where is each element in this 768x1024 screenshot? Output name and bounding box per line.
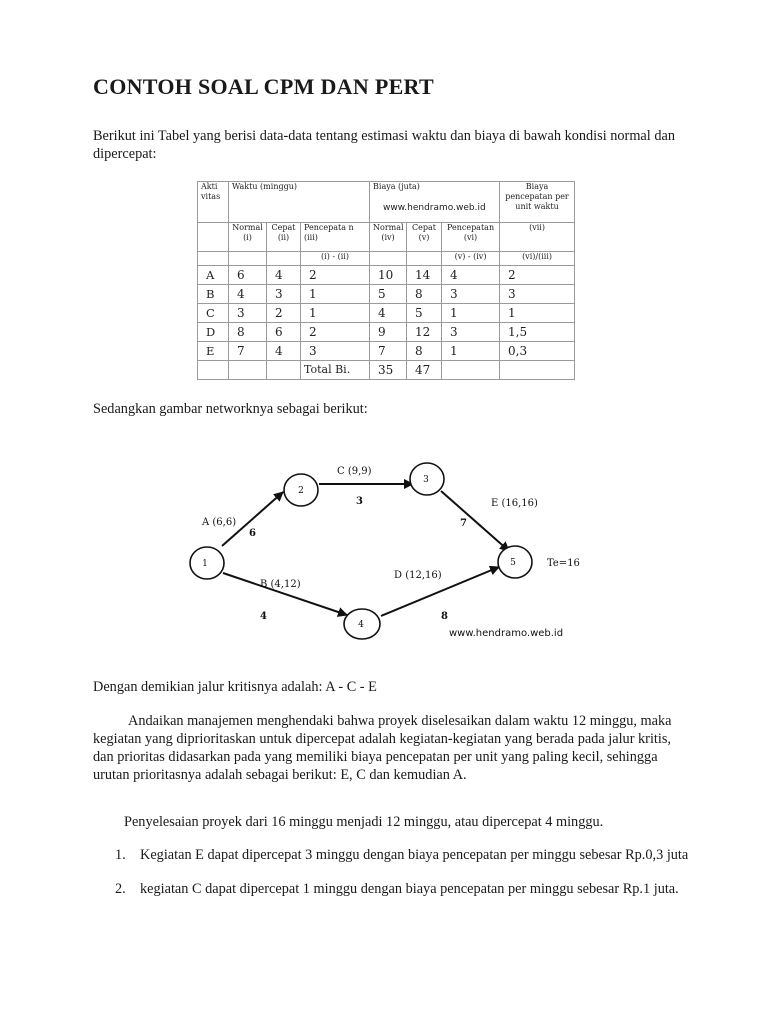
formula-vii: (vi)/(iii) [500,252,575,266]
edge-b-weight: 4 [260,611,267,622]
edge-a-weight: 6 [249,528,256,539]
header-waktu: Waktu (minggu) [229,182,370,223]
edge-e-weight: 7 [460,518,467,529]
node-1-label: 1 [202,559,208,569]
sub-cepat-ii: Cepat (ii) [267,223,301,252]
edge-b-label: B (4,12) [260,579,301,590]
paragraph-penyelesaian: Penyelesaian proyek dari 16 minggu menjadi 12 minggu, atau dipercepat 4 minggu. [124,814,604,830]
total-cepat: 47 [407,361,442,380]
table-row: B 4 3 1 5 8 3 3 [198,285,575,304]
table-row: D 8 6 2 9 12 3 1,5 [198,323,575,342]
steps-list [93,846,693,898]
table-watermark: www.hendramo.web.id [383,203,486,213]
paragraph-prioritas-text: Andaikan manajemen menghendaki bahwa proyek diselesaikan dalam waktu 12 minggu, maka kegiatan yang diprioritaskan untuk dipercepat adalah kegiatan-kegiatan yang berada pada jalur kritis, dan prioritas didasarkan pada yang memiliki biaya pencepatan per unit yang paling kecil, sehingga urutan prioritasnya adalah sebagai berikut: E, C dan kemudian A. [93,713,672,783]
total-label: Total Bi. [301,361,370,380]
te-label: Te=16 [547,558,580,569]
table-total-row [198,361,575,380]
sub-cepat-v: Cepat (v) [407,223,442,252]
header-biaya-label: Biaya (juta) [373,182,420,191]
header-biaya-percepatan: Biaya pencepatan per unit waktu [500,182,575,223]
paragraph-prioritas [93,712,673,784]
diagram-watermark: www.hendramo.web.id [449,628,564,639]
table-row: E 7 4 3 7 8 1 0,3 [198,342,575,361]
table-row: A 6 4 2 10 14 4 2 [198,266,575,285]
formula-vi: (v) - (iv) [442,252,500,266]
intro-paragraph: Berikut ini Tabel yang berisi data-data tentang estimasi waktu dan biaya di bawah kondisi normal dan dipercepat: [93,128,675,162]
document-title: CONTOH SOAL CPM DAN PERT [93,74,434,99]
node-4-label: 4 [358,620,364,630]
table-row: C 3 2 1 4 5 1 1 [198,304,575,323]
network-diagram [185,455,605,655]
formula-iii: (i) - (ii) [301,252,370,266]
header-biaya [370,182,500,223]
node-2-label: 2 [298,486,304,496]
edge-d-label: D (12,16) [394,570,442,581]
header-aktivitas: Akti vitas [198,182,229,223]
network-intro: Sedangkan gambar networknya sebagai berikut: [93,401,368,417]
total-normal: 35 [370,361,407,380]
edge-e-label: E (16,16) [491,498,538,509]
edge-a-label: A (6,6) [202,517,237,528]
list-item: 2. kegiatan C dapat dipercepat 1 minggu dengan biaya pencepatan per minggu sebesar Rp.1 juta. [115,881,679,897]
sub-normal-i: Normal (i) [229,223,267,252]
sub-normal-iv: Normal (iv) [370,223,407,252]
node-5-label: 5 [510,558,516,568]
list-item: 1. Kegiatan E dapat dipercepat 3 minggu dengan biaya pencepatan per minggu sebesar Rp.0,3 juta [115,847,689,863]
cost-time-table [197,181,574,376]
critical-path-text: Dengan demikian jalur kritisnya adalah: A - C - E [93,679,377,695]
edge-d-weight: 8 [441,611,448,622]
sub-pencepatan-iii: Pencepata n (iii) [301,223,370,252]
sub-pencepatan-vi: Pencepatan (vi) [442,223,500,252]
sub-vii: (vii) [500,223,575,252]
node-3-label: 3 [423,475,429,485]
edge-c-weight: 3 [356,496,363,507]
edge-c-label: C (9,9) [337,466,372,477]
